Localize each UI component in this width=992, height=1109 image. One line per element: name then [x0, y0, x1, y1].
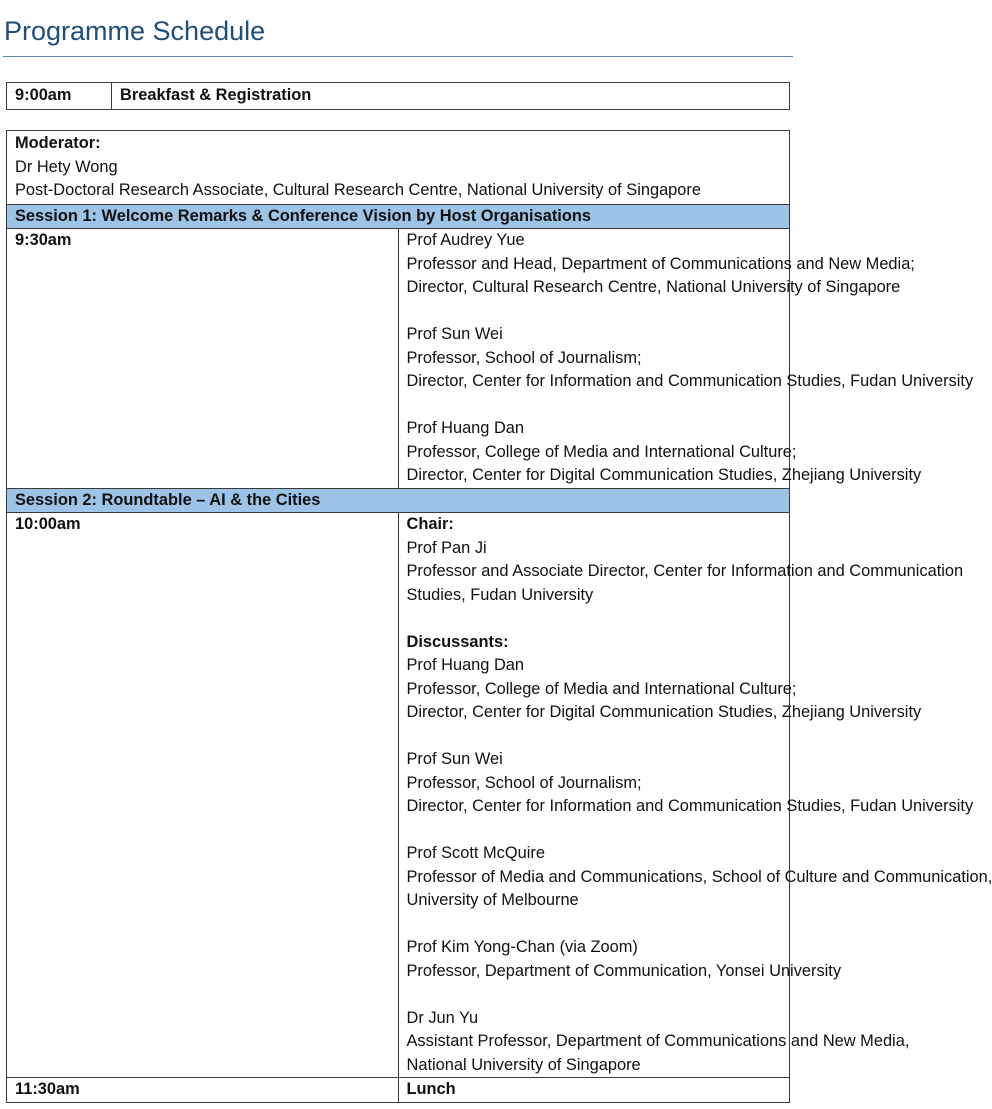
session-2-time: 10:00am	[7, 513, 399, 1078]
speaker-role: Professor and Associate Director, Center for Information and Communication	[406, 562, 964, 580]
session-1-speakers	[398, 229, 974, 489]
breakfast-time: 9:00am	[7, 83, 112, 110]
moderator-label: Moderator:	[15, 134, 101, 152]
speaker-role: Professor, College of Media and International Culture;	[406, 679, 797, 698]
title-divider	[3, 56, 793, 57]
speaker-name: Prof Sun Wei	[406, 325, 503, 343]
page-title: Programme Schedule	[4, 16, 266, 46]
session-1-header	[7, 204, 790, 229]
spacer	[407, 983, 782, 1007]
speaker-name: Prof Scott McQuire	[406, 844, 545, 862]
spacer	[407, 725, 782, 749]
moderator-cell	[7, 131, 790, 205]
speaker-name: Prof Sun Wei	[406, 750, 503, 768]
speaker-role: Assistant Professor, Department of Communications and New Media,	[406, 1032, 910, 1050]
speaker-role: National University of Singapore	[406, 1055, 641, 1074]
speaker-role: Professor, College of Media and International Culture;	[406, 442, 797, 461]
spacer	[407, 913, 782, 937]
speaker-role: Professor, School of Journalism;	[406, 348, 642, 367]
speaker-role: Director, Center for Digital Communication Studies, Zhejiang University	[406, 466, 922, 484]
session-1-row	[7, 229, 790, 489]
speaker-role: Director, Center for Digital Communication Studies, Zhejiang University	[406, 703, 922, 721]
speaker-role: Professor of Media and Communications, School of Culture and Communication,	[406, 867, 992, 886]
schedule-table	[6, 130, 992, 1103]
speaker-role: Professor, School of Journalism;	[406, 773, 642, 792]
breakfast-table	[6, 82, 790, 110]
spacer	[407, 300, 782, 324]
speaker-role: Director, Cultural Research Centre, National University of Singapore	[406, 278, 901, 296]
lunch-label: Lunch	[398, 1078, 790, 1103]
session-2-participants	[398, 513, 992, 1078]
speaker-name: Prof Huang Dan	[406, 656, 525, 674]
speaker-role: Studies, Fudan University	[406, 585, 594, 604]
session-2-row	[7, 513, 790, 1078]
session-2-header	[7, 488, 790, 513]
speaker-name: Prof Pan Ji	[406, 538, 487, 557]
speaker-role: Professor, Department of Communication, Yonsei University	[406, 961, 842, 980]
spacer	[407, 819, 782, 843]
moderator-row	[7, 131, 790, 205]
breakfast-label: Breakfast & Registration	[112, 83, 790, 110]
speaker-name: Dr Jun Yu	[406, 1008, 479, 1027]
speaker-name: Prof Audrey Yue	[406, 231, 525, 249]
spacer	[407, 394, 782, 418]
session-2-heading: Session 2: Roundtable – AI & the Cities	[7, 488, 790, 513]
session-1-time: 9:30am	[7, 229, 399, 489]
chair-label: Chair:	[406, 515, 454, 533]
lunch-time: 11:30am	[7, 1078, 399, 1103]
speaker-name: Prof Huang Dan	[406, 419, 525, 437]
session-1-heading: Session 1: Welcome Remarks & Conference Vision by Host Organisations	[7, 204, 790, 229]
speaker-name: Prof Kim Yong-Chan (via Zoom)	[406, 938, 638, 956]
moderator-role: Post-Doctoral Research Associate, Cultural Research Centre, National University of Singapore	[15, 181, 701, 199]
speaker-role: Professor and Head, Department of Communications and New Media;	[406, 254, 915, 273]
speaker-role: University of Melbourne	[406, 891, 579, 909]
moderator-name: Dr Hety Wong	[15, 157, 118, 176]
spacer	[407, 607, 782, 631]
speaker-role: Director, Center for Information and Communication Studies, Fudan University	[406, 797, 974, 815]
discussants-label: Discussants:	[406, 632, 509, 651]
breakfast-row	[7, 83, 790, 110]
speaker-role: Director, Center for Information and Communication Studies, Fudan University	[406, 372, 974, 390]
lunch-row	[7, 1078, 790, 1103]
